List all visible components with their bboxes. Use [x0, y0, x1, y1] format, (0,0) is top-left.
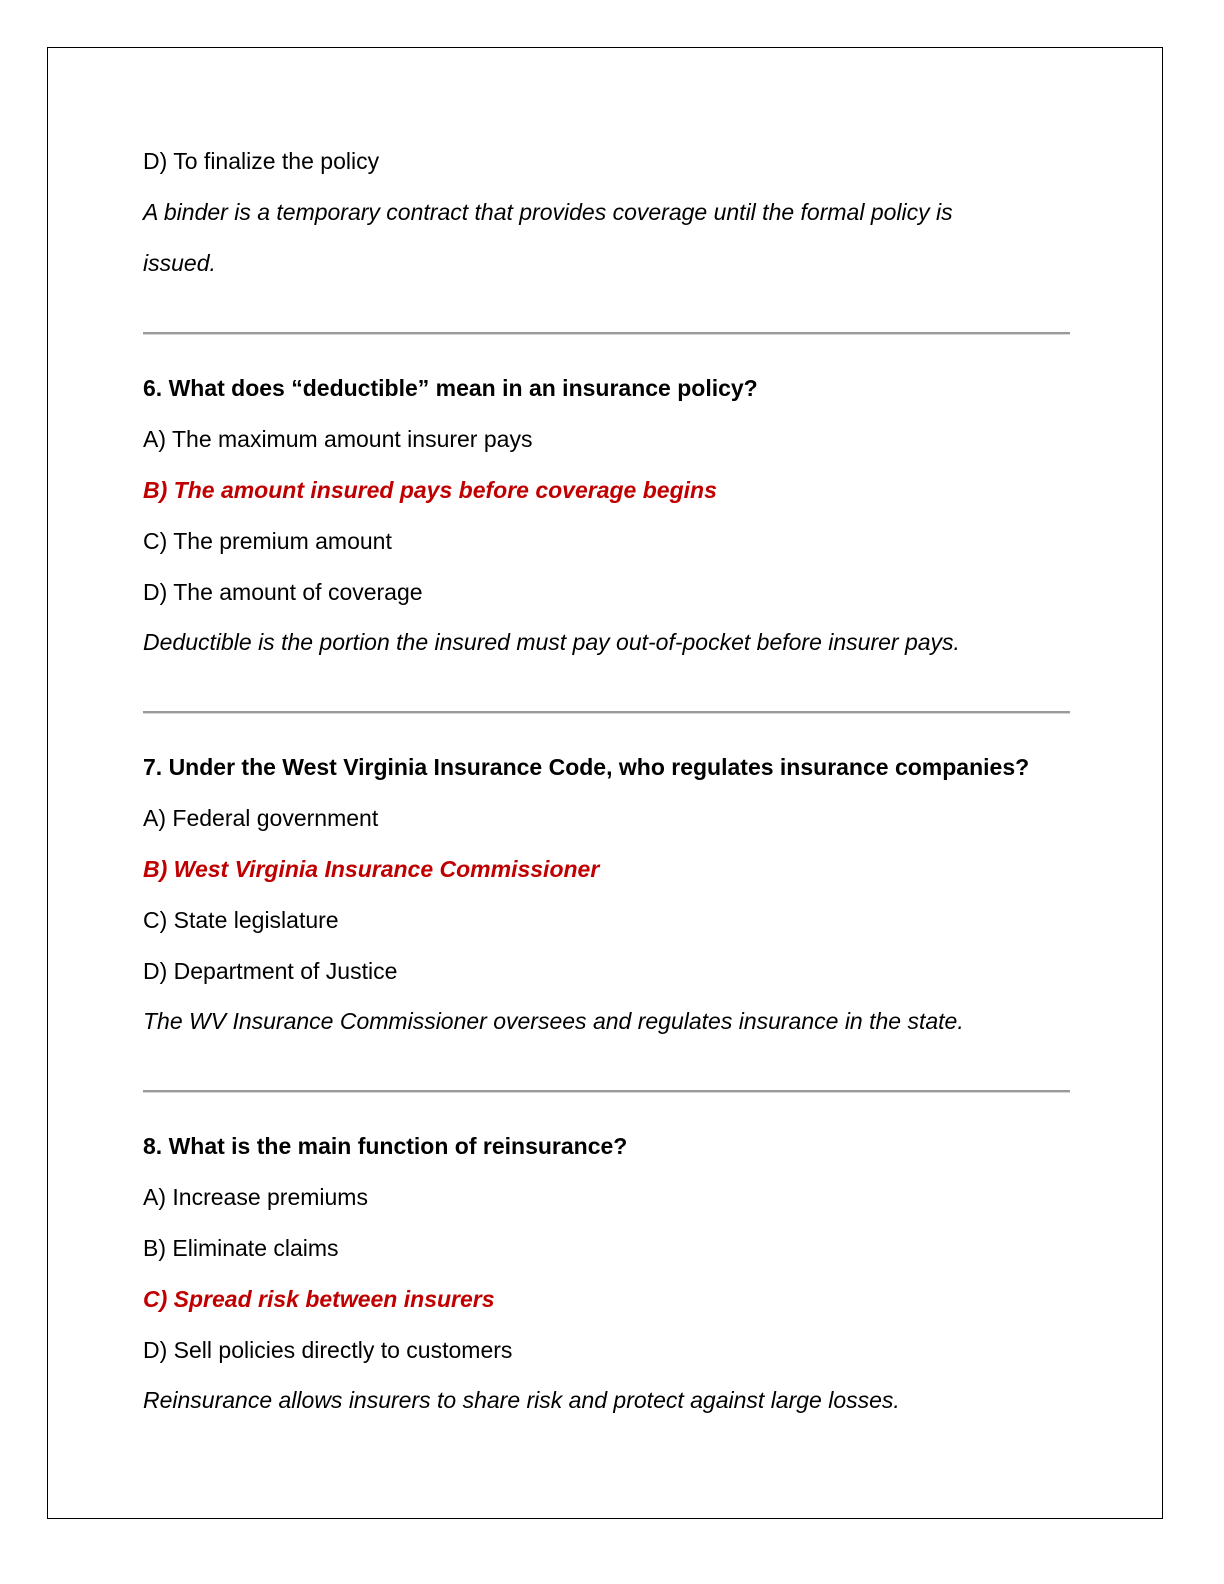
divider-1 [143, 332, 1070, 334]
q6-option-d: D) The amount of coverage [143, 579, 423, 605]
q7-option-c: C) State legislature [143, 907, 339, 933]
q7-question: 7. Under the West Virginia Insurance Code, who regulates insurance companies? [143, 754, 1030, 780]
divider-2 [143, 711, 1070, 713]
q7-option-b-correct: B) West Virginia Insurance Commissioner [143, 856, 600, 882]
q8-option-b: B) Eliminate claims [143, 1235, 339, 1261]
q6-option-c: C) The premium amount [143, 528, 392, 554]
q8-option-d: D) Sell policies directly to customers [143, 1337, 513, 1363]
q6-explanation: Deductible is the portion the insured must pay out-of-pocket before insurer pays. [143, 629, 960, 655]
q8-option-c-correct: C) Spread risk between insurers [143, 1286, 495, 1312]
divider-3 [143, 1090, 1070, 1092]
q7-option-d: D) Department of Justice [143, 958, 398, 984]
q8-question: 8. What is the main function of reinsurance? [143, 1133, 628, 1159]
q5-explanation-line2: issued. [143, 250, 216, 276]
q8-option-a: A) Increase premiums [143, 1184, 368, 1210]
q5-option-d: D) To finalize the policy [143, 148, 380, 174]
q6-option-a: A) The maximum amount insurer pays [143, 426, 533, 452]
q5-explanation-line1: A binder is a temporary contract that provides coverage until the formal policy is [143, 199, 953, 225]
q6-question: 6. What does “deductible” mean in an insurance policy? [143, 375, 758, 401]
q8-explanation: Reinsurance allows insurers to share risk and protect against large losses. [143, 1387, 900, 1413]
q7-explanation: The WV Insurance Commissioner oversees and regulates insurance in the state. [143, 1008, 964, 1034]
q6-option-b-correct: B) The amount insured pays before coverage begins [143, 477, 717, 503]
q7-option-a: A) Federal government [143, 805, 379, 831]
